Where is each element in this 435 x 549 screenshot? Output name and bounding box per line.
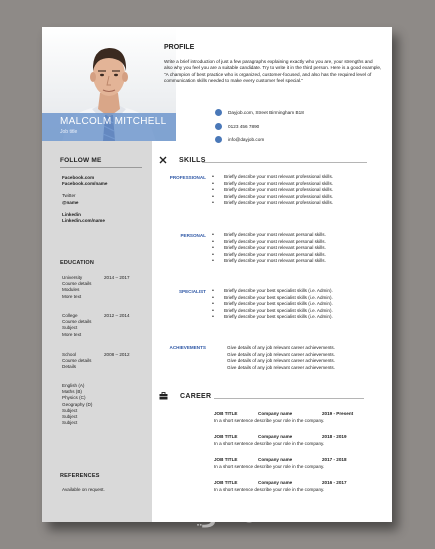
grade-item: Subject: [62, 420, 78, 426]
education-institution: College: [62, 313, 78, 318]
education-detail: Modules: [62, 287, 80, 293]
grade-item: Physics (C): [62, 395, 86, 401]
education-detail: Course details: [62, 319, 92, 325]
grade-item: English (A): [62, 383, 85, 388]
references-text: Available on request.: [62, 487, 105, 492]
profile-heading: PROFILE: [164, 44, 195, 51]
job-years: 2016 - 2017: [322, 480, 347, 485]
skill-group-label: SPECIALIST: [178, 289, 206, 294]
job-years: 2017 - 2018: [322, 457, 347, 462]
job-title: JOB TITLE: [214, 480, 238, 485]
skills-heading: SKILLS: [179, 156, 206, 164]
job-entry: [214, 411, 364, 424]
skill-item: • Briefly describe your most relevant professional skills.: [212, 174, 333, 181]
tools-icon: [159, 156, 167, 164]
references-heading: REFERENCES: [60, 473, 100, 479]
education-years: 2012 – 2014: [104, 313, 130, 318]
company-name: Company name: [258, 480, 293, 485]
grade-item: Subject: [62, 414, 78, 420]
job-description: In a short sentence describe your role in the company.: [214, 486, 325, 492]
skill-item: • Briefly describe your most relevant professional skills.: [212, 181, 333, 188]
company-name: Company name: [258, 411, 293, 416]
skill-item: • Briefly describe your most relevant personal skills.: [212, 239, 326, 246]
grades-list: [62, 383, 147, 426]
achievement-item: Give details of any job relevant career achievements.: [227, 358, 336, 363]
education-heading: EDUCATION: [60, 260, 95, 266]
education-entry: [62, 275, 147, 300]
education-detail: Course details: [62, 281, 92, 287]
career-heading: CAREER: [180, 392, 212, 400]
facebook-label: Facebook.com: [62, 175, 95, 180]
cv-page: [42, 27, 392, 522]
skills-divider: [202, 162, 367, 163]
contact-email[interactable]: [215, 136, 264, 143]
name-band: [42, 113, 176, 141]
profile-text: Write a brief introduction of just a few paragraphs explaining exactly who you are, your strengths and also why you feel you are a suitable candidate. Try to write it in the third person. Here is a good example, "A champion of best practice who is organized, customer-focused, and also has the required level of communication skills needed to make every customer feel special.": [164, 59, 382, 84]
achievements-label: ACHIEVEMENTS: [169, 345, 206, 350]
skill-group-label: PERSONAL: [180, 233, 206, 238]
follow-heading: FOLLOW ME: [60, 157, 102, 164]
skill-item: • Briefly describe your best specialist skills (i.e. Admin).: [212, 301, 333, 308]
education-detail: More text: [62, 293, 82, 299]
follow-divider: [60, 167, 142, 168]
education-entry: [62, 313, 147, 338]
skill-item: • Briefly describe your most relevant personal skills.: [212, 245, 326, 252]
social-links: [62, 175, 107, 224]
education-institution: School: [62, 352, 77, 357]
linkedin-link[interactable]: Linkedin.com/name: [62, 218, 105, 224]
education-detail: Subject: [62, 325, 78, 331]
education-institution: University: [62, 275, 83, 280]
contact-address: [215, 109, 304, 116]
skills-section-header: [159, 156, 206, 164]
job-title: JOB TITLE: [214, 411, 238, 416]
candidate-name: MALCOLM MITCHELL: [60, 116, 167, 127]
contact-phone: [215, 123, 259, 130]
career-divider: [214, 398, 364, 399]
job-entry: [214, 457, 364, 470]
education-entry: [62, 352, 147, 371]
job-years: 2018 - 2019: [322, 434, 347, 439]
job-title: JOB TITLE: [214, 434, 238, 439]
skill-item: • Briefly describe your most relevant personal skills.: [212, 252, 326, 259]
grade-item: Geography (D): [62, 401, 93, 407]
skill-list: [212, 288, 333, 321]
grade-item: Maths (B): [62, 389, 82, 395]
job-description: In a short sentence describe your role in the company.: [214, 417, 325, 423]
achievement-item: Give details of any job relevant career achievements.: [227, 351, 336, 357]
candidate-job-title: Job title: [60, 129, 78, 135]
job-entry: [214, 480, 364, 493]
company-name: Company name: [258, 457, 293, 462]
skill-item: • Briefly describe your most relevant personal skills.: [212, 258, 326, 265]
skill-list: [212, 174, 333, 207]
achievements-list: [227, 345, 335, 371]
education-detail: Course details: [62, 358, 92, 364]
job-years: 2019 - Present: [322, 411, 354, 416]
location-icon: [215, 109, 222, 116]
facebook-link[interactable]: Facebook.com/name: [62, 181, 108, 187]
email-icon: [215, 136, 222, 143]
linkedin-label: Linkedin: [62, 211, 81, 217]
education-years: 2008 – 2012: [104, 352, 130, 357]
education-years: 2014 – 2017: [104, 275, 130, 280]
twitter-label: Twitter: [62, 193, 76, 199]
twitter-link[interactable]: @name: [62, 199, 79, 205]
company-name: Company name: [258, 434, 293, 439]
skill-list: [212, 232, 326, 265]
job-entry: [214, 434, 364, 447]
achievement-item: Give details of any job relevant career achievements.: [227, 364, 336, 370]
phone-icon: [215, 123, 222, 130]
skill-item: • Briefly describe your most relevant professional skills.: [212, 200, 333, 207]
briefcase-icon: [159, 392, 168, 400]
career-section-header: [159, 392, 211, 400]
skill-item: • Briefly describe your most relevant personal skills.: [212, 232, 326, 239]
achievement-item: Give details of any job relevant career achievements.: [227, 345, 336, 350]
contact-phone-text: 0123 456 7890: [228, 124, 260, 129]
skill-item: • Briefly describe your best specialist skills (i.e. Admin).: [212, 314, 333, 321]
skill-item: • Briefly describe your best specialist skills (i.e. Admin).: [212, 308, 333, 315]
skill-item: • Briefly describe your best specialist skills (i.e. Admin).: [212, 288, 333, 295]
skill-item: • Briefly describe your best specialist skills (i.e. Admin).: [212, 295, 333, 302]
job-description: In a short sentence describe your role in the company.: [214, 440, 325, 446]
contact-address-text: Dayjob.com, Street Birmingham B18: [228, 110, 304, 115]
skill-item: • Briefly describe your most relevant professional skills.: [212, 194, 333, 201]
job-description: In a short sentence describe your role in the company.: [214, 463, 325, 469]
education-detail: Details: [62, 364, 77, 370]
education-detail: More text: [62, 331, 82, 337]
contact-email-text[interactable]: info@dayjob.com: [228, 137, 265, 142]
skill-group-label: PROFESSIONAL: [169, 175, 206, 180]
skill-item: • Briefly describe your most relevant professional skills.: [212, 187, 333, 194]
job-title: JOB TITLE: [214, 457, 238, 462]
grade-item: Subject: [62, 407, 78, 413]
watermark-text: محتويات: [164, 503, 256, 528]
